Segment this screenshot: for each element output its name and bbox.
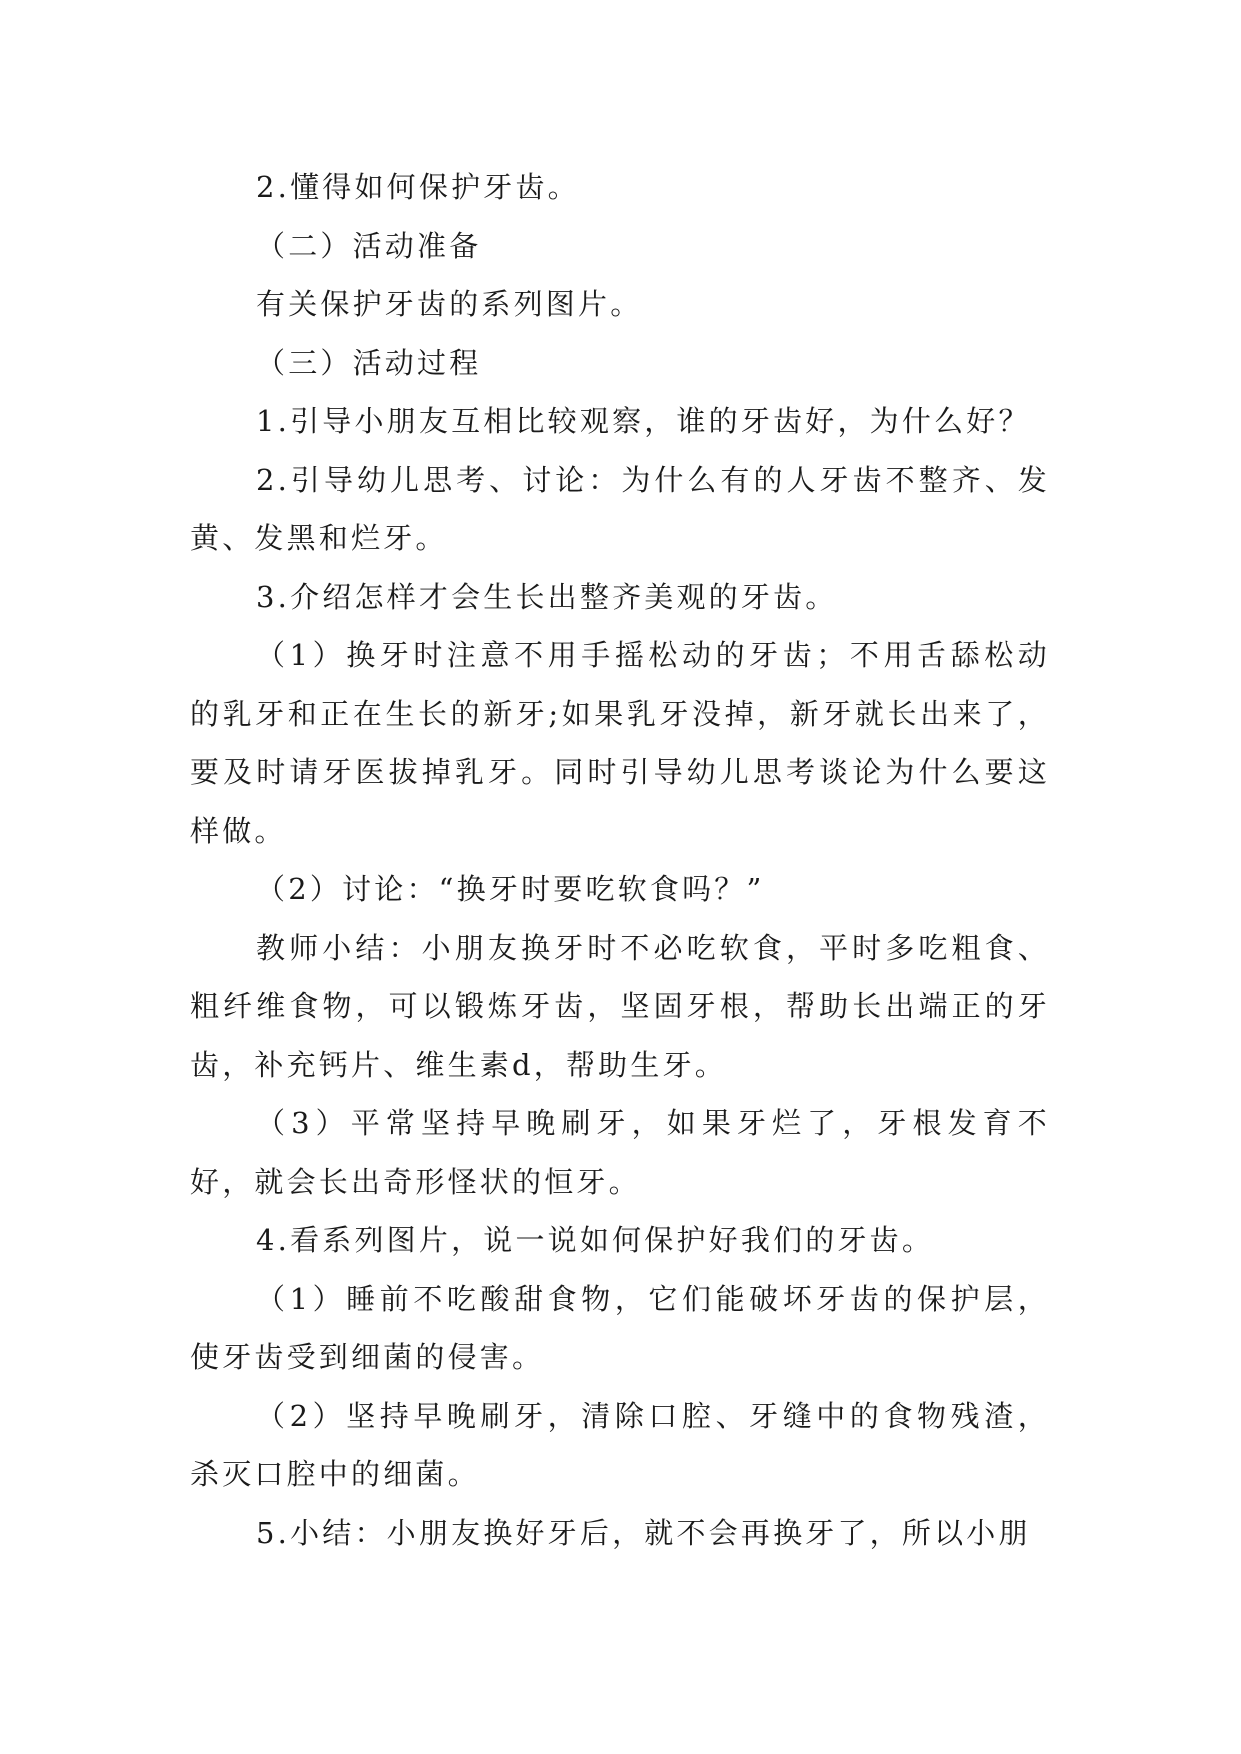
heading-process: （三）活动过程: [256, 345, 482, 380]
paragraph-goal-2: 2.懂得如何保护牙齿。: [256, 170, 580, 204]
paragraph-step-1: 1.引导小朋友互相比较观察，谁的牙齿好，为什么好？: [256, 404, 1031, 438]
paragraph-step-4-item-2: （2）坚持早晚刷牙，清除口腔、牙缝中的食物残渣，杀灭口腔中的细菌。: [190, 1398, 1050, 1491]
paragraph-step-4: 4.看系列图片，说一说如何保护好我们的牙齿。: [256, 1223, 935, 1257]
paragraph-step-3-item-2: （2）讨论：“换牙时要吃软食吗？”: [256, 872, 765, 906]
paragraph-preparation: 有关保护牙齿的系列图片。: [256, 287, 643, 321]
paragraph-step-3-item-3: （3）平常坚持早晚刷牙，如果牙烂了，牙根发育不好，就会长出奇形怪状的恒牙。: [190, 1106, 1050, 1199]
paragraph-teacher-summary: 教师小结：小朋友换牙时不必吃软食，平时多吃粗食、粗纤维食物，可以锻炼牙齿，坚固牙根，帮助长出端正的牙齿，补充钙片、维生素d，帮助生牙。: [190, 930, 1050, 1082]
paragraph-step-5: 5.小结：小朋友换好牙后，就不会再换牙了，所以小朋: [256, 1515, 1031, 1550]
paragraph-step-2: 2.引导幼儿思考、讨论：为什么有的人牙齿不整齐、发黄、发黑和烂牙。: [190, 462, 1050, 555]
heading-preparation: （二）活动准备: [256, 228, 482, 263]
paragraph-step-3-item-1: （1）换牙时注意不用手摇松动的牙齿；不用舌舔松动的乳牙和正在生长的新牙;如果乳牙没掉，新牙就长出来了，要及时请牙医拔掉乳牙。同时引导幼儿思考谈论为什么要这样做。: [190, 638, 1050, 848]
paragraph-step-4-item-1: （1）睡前不吃酸甜食物，它们能破坏牙齿的保护层，使牙齿受到细菌的侵害。: [190, 1281, 1050, 1374]
document-body: [190, 158, 1050, 1562]
paragraph-step-3: 3.介绍怎样才会生长出整齐美观的牙齿。: [256, 579, 838, 614]
